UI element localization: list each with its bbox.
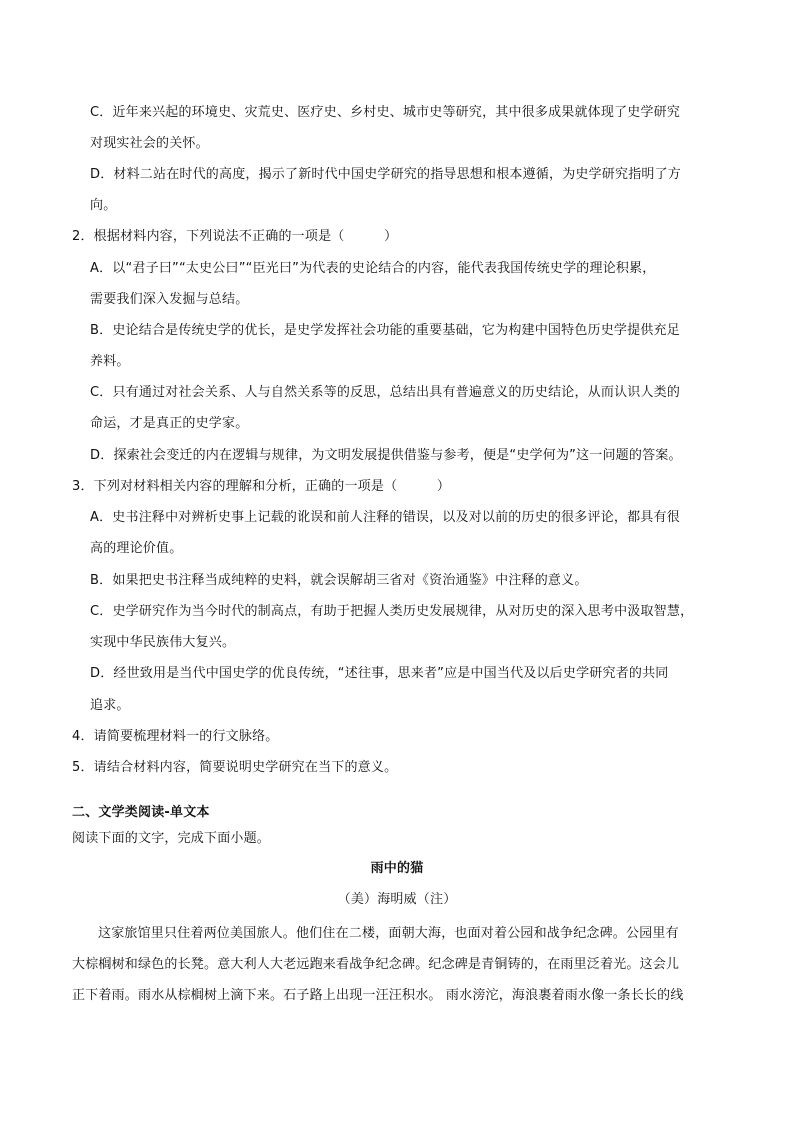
q2-option-a-line2: 需要我们深入发掘与总结。 — [90, 292, 249, 307]
q3-option-c-line1: C．史学研究作为当今时代的制高点，有助于把握人类历史发展规律，从对历史的深入思考中汲取智慧， — [90, 604, 694, 619]
q3-option-d-line1: D．经世致用是当代中国史学的优良传统，“述往事，思来者”应是中国当代及以后史学研究者的共同 — [90, 666, 669, 681]
q3-option-c-line2: 实现中华民族伟大复兴。 — [90, 635, 236, 650]
story-para1-line1: 这家旅馆里只住着两位美国旅人。他们住在二楼，面朝大海，也面对着公园和战争纪念碑。公园里有 — [98, 926, 679, 941]
q1-option-c-line1: C．近年来兴起的环境史、灾荒史、医疗史、乡村史、城市史等研究，其中很多成果就体现了史学研究 — [90, 105, 681, 120]
q2-option-a-line1: A．以“君子曰”“太史公曰”“臣光曰”为代表的史论结合的内容，能代表我国传统史学的理论积累， — [90, 261, 656, 276]
q2-option-d-line1: D．探索社会变迁的内在逻辑与规律，为文明发展提供借鉴与参考，便是“史学何为”这一问题的答案。 — [90, 448, 682, 463]
q4-stem: 4．请简要梳理材料一的行文脉络。 — [72, 729, 279, 744]
q1-option-d-line1: D．材料二站在时代的高度，揭示了新时代中国史学研究的指导思想和根本遵循，为史学研究指明了方 — [90, 167, 682, 182]
q1-option-d-line2: 向。 — [90, 198, 117, 213]
q2-option-c-line2: 命运，才是真正的史学家。 — [90, 416, 249, 431]
q5-stem: 5．请结合材料内容，简要说明史学研究在当下的意义。 — [72, 760, 398, 775]
q2-option-b-line2: 养料。 — [90, 354, 130, 369]
q2-stem: 2．根据材料内容，下列说法不正确的一项是（ ） — [72, 229, 398, 244]
q3-stem: 3．下列对材料相关内容的理解和分析，正确的一项是（ ） — [72, 479, 451, 494]
q3-option-b-line1: B．如果把史书注释当成纯粹的史料，就会误解胡三省对《资治通鉴》中注释的意义。 — [90, 573, 588, 588]
story-para1-line3: 正下着雨。雨水从棕榈树上滴下来。石子路上出现一汪汪积水。 雨水滂沱，海浪裹着雨水像一条长长的线 — [72, 988, 684, 1003]
q3-option-d-line2: 追求。 — [90, 698, 130, 713]
section-instruction: 阅读下面的文字，完成下面小题。 — [72, 831, 271, 846]
q3-option-a-line1: A．史书注释中对辨析史事上记载的讹误和前人注释的错误，以及对以前的历史的很多评论，都具有很 — [90, 510, 680, 525]
q3-option-a-line2: 高的理论价值。 — [90, 541, 183, 556]
story-para1-line2: 大棕榈树和绿色的长凳。意大利人大老远跑来看战争纪念碑。纪念碑是青铜铸的，在雨里泛着光。这会儿 — [72, 957, 680, 972]
q2-option-c-line1: C．只有通过对社会关系、人与自然关系等的反思，总结出具有普遍意义的历史结论，从而认识人类的 — [90, 385, 681, 400]
q2-option-b-line1: B．史论结合是传统史学的优长，是史学发挥社会功能的重要基础，它为构建中国特色历史学提供充足 — [90, 323, 680, 338]
story-title: 雨中的猫 — [370, 861, 424, 876]
section-heading: 二、文学类阅读-单文本 — [72, 805, 210, 820]
q1-option-c-line2: 对现实社会的关怀。 — [90, 136, 209, 151]
story-author: （美）海明威（注） — [337, 892, 457, 907]
